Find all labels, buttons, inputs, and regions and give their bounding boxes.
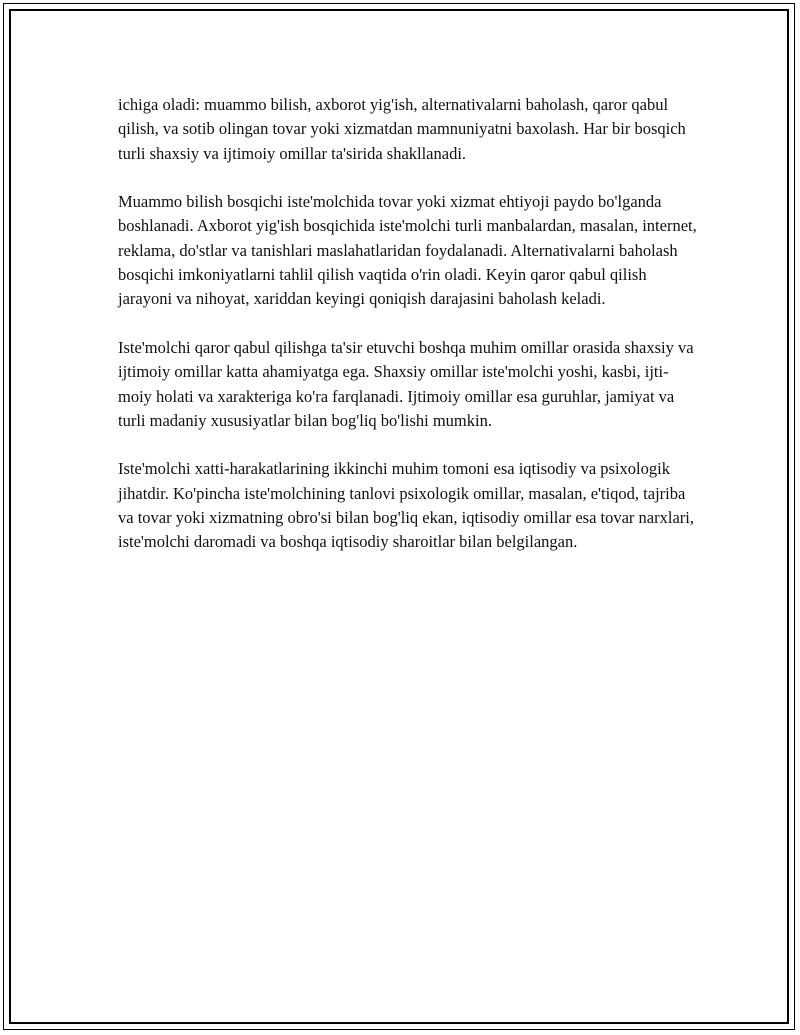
paragraph-1: ichiga oladi: muammo bilish, axborot yig'ish, alternativalarni baholash, qaror qabul qilish, va sotib olingan tovar yoki xizmatdan mamnuniyatni baxolash. Har bir bosqich turli shaxsiy va ijtimoiy omillar ta'sirida shakllanadi. [118,95,686,163]
paragraph-4: Iste'molchi xatti-harakatlarining ikkinchi muhim tomoni esa iqtisodiy va psixologik jihatdir. Ko'pincha iste'molchining tanlovi psixologik omillar, masalan, e'tiqod, tajriba va tovar yoki xizmatning obro'si bilan bog'liq ekan, iqtisodiy omillar esa tovar narxlari, iste'molchi daromadi va boshqa iqtisodiy sharoitlar bilan belgilangan. [118,459,694,552]
paragraph-3: Iste'molchi qaror qabul qilishga ta'sir etuvchi boshqa muhim omillar orasida shaxsiy va ijtimoiy omillar katta ahamiyatga ega. Shaxsiy omillar iste'molchi yoshi, kasbi, ijti-moiy holati va xarakteriga ko'ra farqlanadi. Ijtimoiy omillar esa guruhlar, jamiyat va turli madaniy xususiyatlar bilan bog'liq bo'lishi mumkin. [118,337,694,430]
paragraph-2: Muammo bilish bosqichi iste'molchida tovar yoki xizmat ehtiyoji paydo bo'lganda boshlanadi. Axborot yig'ish bosqichida iste'molchi turli manbalardan, masalan, internet, reklama, do'stlar va tanishlari maslahatlaridan foydalanadi. Alternativalarni baholash bosqichi imkoniyatlarni tahlil qilish vaqtida o'rin oladi. Keyin qaror qabul qilish jarayoni va nihoyat, xariddan keyingi qoniqish darajasini baholash keladi. [118,192,697,309]
document-body [118,93,698,579]
document-page [3,3,795,1030]
